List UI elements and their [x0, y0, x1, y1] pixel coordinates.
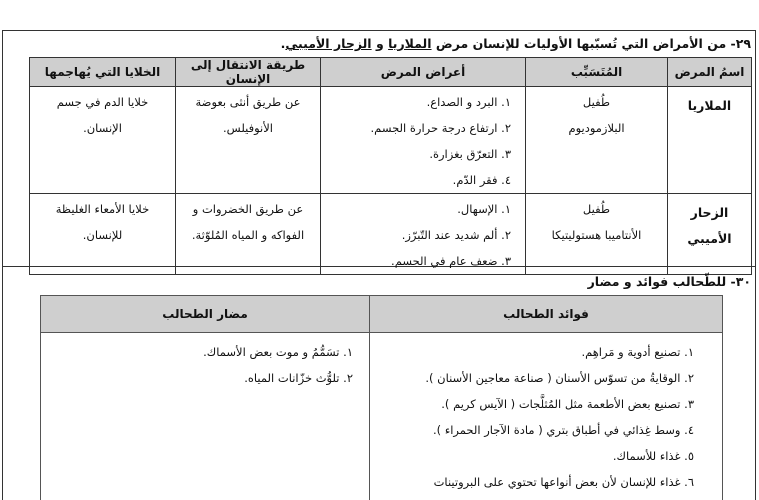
transmission-line: عن طريق الخضروات و	[192, 202, 304, 216]
q29-and-word: و	[371, 36, 389, 51]
header-disease-name: اسمُ المرض	[668, 58, 752, 87]
cause-line: البلازموديوم	[568, 121, 625, 135]
benefit-item: ٣. تصنيع بعض الأطعمة مثل المُثلَّجات ( الآيس كريم ).	[441, 397, 694, 411]
benefit-item: ٢. الوقايةُ من تسوّس الأسنان ( صناعة معاجين الأسنان ).	[425, 371, 694, 385]
disease-symptoms	[321, 87, 526, 194]
harm-item: ٢. تلوُّث خزّانات المياه.	[244, 371, 353, 385]
symptom-item: ٣. التعرّق بغزارة.	[429, 147, 511, 161]
table-header-row	[41, 296, 723, 333]
header-benefits: فوائد الطحالب	[370, 296, 723, 333]
table-header-row	[30, 58, 752, 87]
symptom-item: ٤. فقر الدّم.	[452, 173, 511, 187]
cause-line: طُفيل	[582, 95, 611, 109]
disease-cells	[30, 87, 176, 194]
cause-line: الأنتاميبا هستوليتيكا	[551, 228, 642, 242]
cells-line: الإنسان.	[83, 121, 122, 135]
symptom-item: ٢. ارتفاع درجة حرارة الجسم.	[370, 121, 511, 135]
disease-transmission	[176, 194, 321, 275]
transmission-line: عن طريق أنثى بعوضة	[195, 95, 301, 109]
header-cells: الخلايا التي يُهاجمها	[30, 58, 176, 87]
header-transmission: طريقة الانتقال إلى الإنسان	[176, 58, 321, 87]
transmission-line: الفواكه و المياه المُلوّثة.	[191, 228, 305, 242]
cells-line: خلايا الأمعاء الغليظة	[55, 202, 150, 216]
harms-list	[41, 333, 370, 500]
disease-cause	[526, 87, 668, 194]
disease-name: الملاريا	[668, 87, 752, 194]
transmission-line: الأنوفيلس.	[223, 121, 273, 135]
benefit-item: ٥. غذاء للأسماك.	[612, 449, 694, 463]
cells-line: خلايا الدم في جسم	[56, 95, 149, 109]
benefit-item: ٤. وسط غِذائي في أطباق بتري ( مادة الآجار الحمراء ).	[433, 423, 694, 437]
question-29-title: ٢٩- من الأمراض التي تُسبّبها الأوليات للإنسان مرض الملاريا و الزحار الأميبي.	[280, 36, 751, 51]
symptom-item: ١. الإسهال.	[457, 202, 511, 216]
benefit-item: ١. تصنيع أدوية و مَراهِم.	[581, 345, 694, 359]
algae-table	[40, 295, 723, 500]
header-harms: مضار الطحالب	[41, 296, 370, 333]
protozoa-diseases-table	[29, 57, 752, 275]
disease-symptoms	[321, 194, 526, 275]
symptom-item: ١. البرد و الصداع.	[426, 95, 511, 109]
cause-line: طُفيل	[582, 202, 611, 216]
header-cause: المُتَسَبِّب	[526, 58, 668, 87]
benefit-item: ٦. غذاء للإنسان لأن بعض أنواعها تحتوي على البروتينات	[433, 475, 694, 489]
q29-title-prefix: ٢٩- من الأمراض التي تُسبّبها الأوليات للإنسان مرض	[431, 36, 751, 51]
symptom-item: ٣. ضعف عام في الجسم.	[391, 254, 511, 268]
table-row	[41, 333, 723, 500]
table-row	[30, 194, 752, 275]
q29-amoeba-word: الزحار الأميبي	[285, 36, 372, 51]
header-symptoms: أعراض المرض	[321, 58, 526, 87]
disease-transmission	[176, 87, 321, 194]
disease-cause	[526, 194, 668, 275]
question-30-title: ٣٠- للطّحالب فوائد و مضار	[587, 274, 751, 289]
table-row	[30, 87, 752, 194]
symptom-item: ٢. ألم شديد عند التّبرّز.	[401, 228, 511, 242]
benefits-list	[370, 333, 723, 500]
disease-cells	[30, 194, 176, 275]
q29-malaria-word: الملاريا	[388, 36, 432, 51]
disease-name: الزحار الأميبي	[668, 194, 752, 275]
cells-line: للإنسان.	[82, 228, 123, 242]
harm-item: ١. تسَمُّمُ و موت بعض الأسماك.	[203, 345, 353, 359]
